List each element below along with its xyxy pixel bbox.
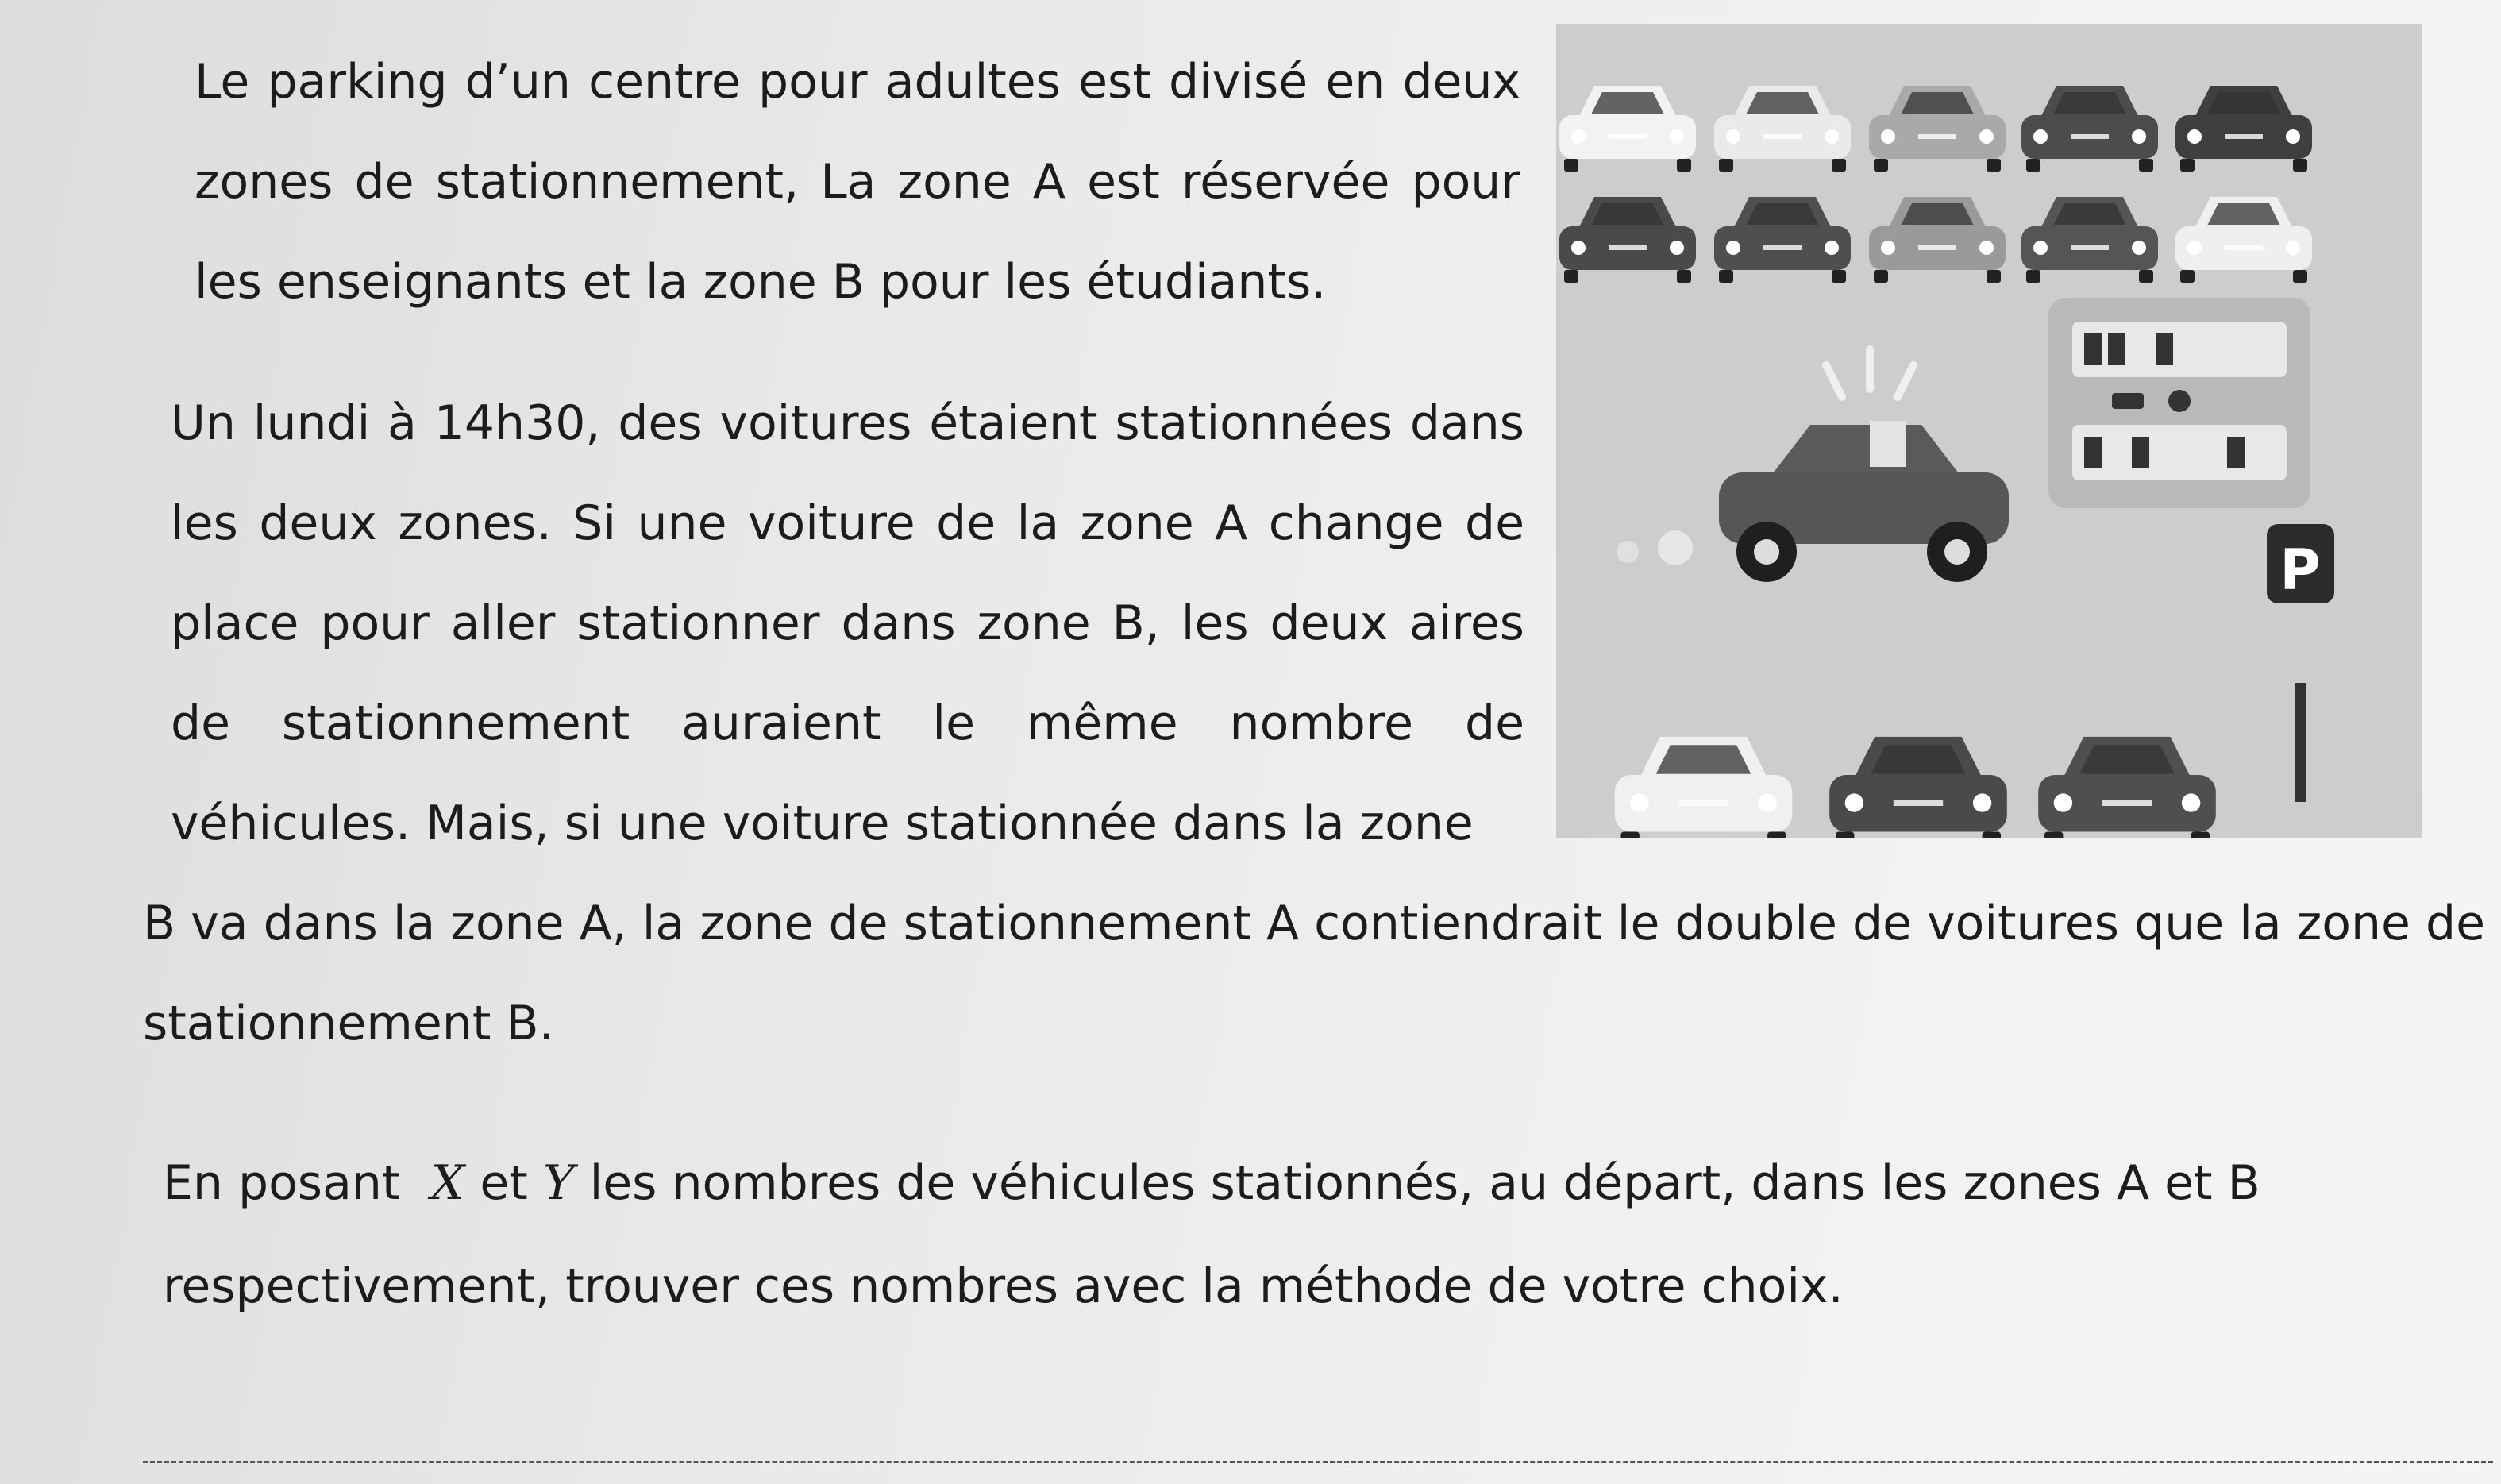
question-text-rest: les nombres de véhicules stationnés, au départ, dans les zones A et B respectivement, trouver ces nombres avec la méthode de votre choix. [163, 1155, 2260, 1314]
variable-y: Y [542, 1155, 575, 1211]
question-paragraph [163, 1131, 2489, 1338]
condition-paragraph: Un lundi à 14h30, des voitures étaient stationnées dans les deux zones. Si une voiture de la zone A change de place pour aller stationner dans zone B, les deux aires de stationnement auraient le même nombre de véhicules. Mais, si une voiture stationnée dans la zone [171, 395, 1524, 851]
question-text-start: En posant [163, 1155, 401, 1211]
parking-sign: P [2279, 538, 2321, 603]
condition-paragraph-continued: B va dans la zone A, la zone de stationnement A contiendrait le double de voitures que la zone de stationnement B. [143, 896, 2485, 1051]
intro-paragraph: Le parking d’un centre pour adultes est divisé en deux zones de stationnement, La zone A est réservée pour les enseignants et la zone B pour les étudiants. [195, 54, 1520, 310]
parking-illustration [1556, 24, 2422, 838]
variable-x: X [430, 1155, 465, 1211]
question-text-et: et [480, 1155, 528, 1211]
answer-line [143, 1461, 2493, 1463]
